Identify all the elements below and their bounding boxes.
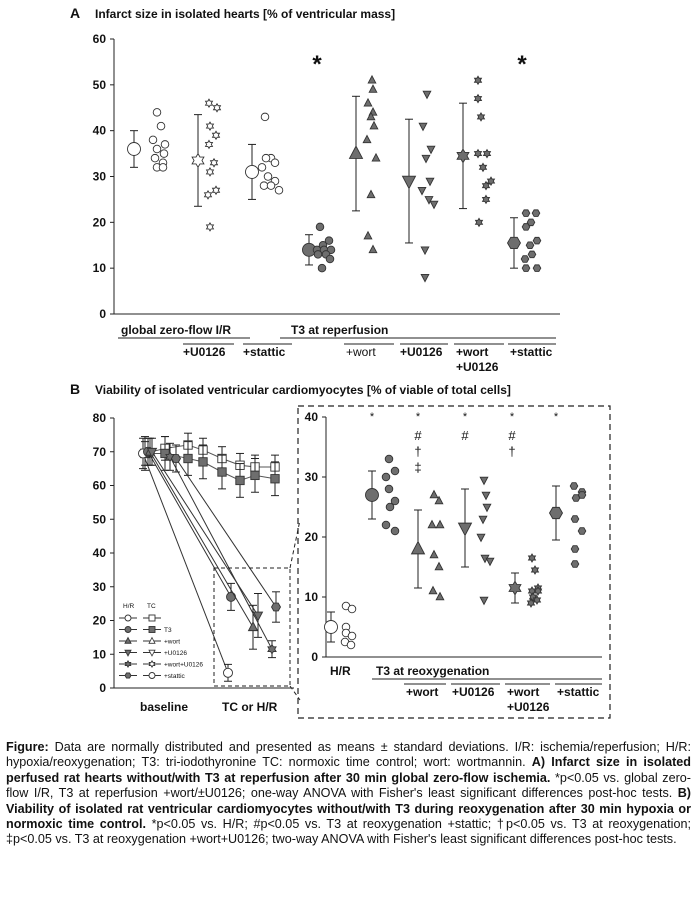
data-point bbox=[159, 164, 167, 172]
caption-a-title: A) Infarct size in isolated perfused rat hearts without/with T3 at reperfusion after 30 min global zero-flow ischemia. bbox=[6, 755, 691, 785]
data-point bbox=[368, 76, 376, 83]
legend-marker bbox=[125, 673, 131, 678]
data-point bbox=[522, 210, 530, 217]
data-point bbox=[570, 483, 578, 490]
caption-b-stats: *p<0.05 vs. H/R; #p<0.05 vs. T3 at reoxygenation +stattic; †p<0.05 vs. T3 at reoxygenation; ‡p<0.05 vs. T3 at reoxygenation +wort+U0126; two-way ANOVA with Fisher's least significant differences post-hoc tests. bbox=[6, 817, 691, 847]
data-point bbox=[160, 150, 168, 158]
legend-marker bbox=[149, 650, 155, 656]
data-point bbox=[430, 551, 438, 558]
inset-group-4 bbox=[459, 477, 494, 604]
y-tick-label: 20 bbox=[304, 530, 318, 544]
data-point bbox=[207, 122, 214, 130]
inset-group-6 bbox=[550, 483, 586, 568]
data-point bbox=[486, 558, 494, 565]
data-point bbox=[157, 122, 165, 130]
data-point bbox=[484, 150, 491, 158]
legend-label: +stattic bbox=[164, 673, 185, 680]
inset-sub-label-stattic: +stattic bbox=[557, 685, 600, 699]
group-1 bbox=[128, 109, 169, 172]
mean-marker bbox=[509, 581, 521, 595]
mean-marker bbox=[350, 146, 363, 158]
data-point bbox=[151, 154, 159, 162]
category-label-global: global zero-flow I/R bbox=[121, 323, 231, 337]
data-point bbox=[529, 587, 536, 595]
legend-entry bbox=[119, 638, 180, 646]
significance-mark: * bbox=[369, 411, 375, 423]
chart-title: Infarct size in isolated hearts [% of ventricular mass] bbox=[95, 7, 396, 21]
group-6 bbox=[403, 91, 438, 282]
data-point bbox=[533, 265, 541, 272]
category-label-wort-u0126: +wort bbox=[456, 345, 489, 359]
inset-group-2 bbox=[366, 455, 399, 535]
x-label-baseline: baseline bbox=[140, 700, 189, 714]
data-point bbox=[213, 186, 220, 194]
significance-mark: # bbox=[461, 428, 469, 443]
data-point bbox=[475, 95, 482, 103]
series-line bbox=[176, 459, 276, 608]
data-point bbox=[526, 242, 534, 249]
legend-marker bbox=[149, 638, 155, 644]
data-point bbox=[532, 566, 539, 574]
group-2 bbox=[192, 99, 220, 231]
significance-mark: ‡ bbox=[414, 460, 422, 475]
data-point bbox=[370, 122, 378, 129]
data-point bbox=[483, 504, 491, 511]
data-point bbox=[364, 99, 372, 106]
data-point bbox=[572, 495, 580, 502]
inset-x-label-hr: H/R bbox=[330, 664, 351, 678]
data-point bbox=[571, 561, 579, 568]
data-point bbox=[271, 159, 279, 167]
data-point bbox=[153, 109, 161, 117]
panel-letter: B bbox=[70, 381, 81, 397]
data-point bbox=[533, 237, 541, 244]
data-point bbox=[421, 247, 429, 254]
data-point bbox=[258, 164, 266, 172]
data-point bbox=[522, 224, 530, 231]
legend-header-tc: TC bbox=[147, 603, 156, 610]
data-point bbox=[477, 534, 485, 541]
category-label-u0126-global: +U0126 bbox=[183, 345, 226, 359]
legend-header-hr: H/R bbox=[123, 603, 135, 610]
significance-mark: * bbox=[462, 411, 468, 423]
data-point bbox=[427, 146, 435, 153]
mean-marker bbox=[366, 489, 379, 502]
y-tick-label: 30 bbox=[92, 169, 106, 184]
data-point bbox=[347, 641, 355, 649]
data-point bbox=[205, 191, 212, 199]
caption-b-title: B) Viability of isolated rat ventricular cardiomyocytes without/with T3 during reoxygenation after 30 min hypoxia or normoxic time control. bbox=[6, 786, 691, 832]
group-5 bbox=[350, 76, 380, 253]
mean-marker bbox=[192, 154, 204, 168]
data-point bbox=[391, 467, 399, 475]
inset-sub-label-wort-u0126: +wort bbox=[507, 685, 540, 699]
legend-marker bbox=[125, 650, 131, 656]
significance-mark: # bbox=[508, 428, 516, 443]
data-point bbox=[318, 264, 326, 272]
y-tick-label: 40 bbox=[92, 546, 106, 560]
data-point bbox=[326, 255, 334, 263]
y-tick-label: 0 bbox=[99, 681, 106, 695]
significance-star: * bbox=[312, 51, 322, 78]
y-tick-label: 10 bbox=[304, 590, 318, 604]
legend-marker bbox=[125, 638, 131, 644]
mean-marker bbox=[412, 542, 425, 554]
data-point bbox=[260, 182, 268, 190]
data-point bbox=[578, 528, 586, 535]
data-point bbox=[480, 597, 488, 604]
mean-marker bbox=[508, 237, 521, 248]
inset-group-1 bbox=[325, 602, 356, 649]
data-point bbox=[385, 455, 393, 463]
legend-entry bbox=[119, 627, 172, 635]
data-point bbox=[172, 455, 181, 463]
legend-marker bbox=[149, 615, 155, 621]
data-point bbox=[480, 477, 488, 484]
data-point bbox=[382, 521, 390, 529]
legend-marker bbox=[125, 627, 131, 633]
data-point bbox=[522, 265, 530, 272]
data-point bbox=[314, 251, 322, 259]
legend bbox=[119, 603, 203, 680]
data-point bbox=[367, 190, 375, 197]
data-point bbox=[275, 186, 283, 194]
category-label-wort-u0126: +U0126 bbox=[456, 360, 499, 374]
data-point bbox=[271, 475, 279, 483]
data-point bbox=[430, 491, 438, 498]
legend-label: +U0126 bbox=[164, 650, 187, 657]
y-tick-label: 0 bbox=[311, 650, 318, 664]
legend-label: +wort bbox=[164, 638, 181, 646]
legend-marker bbox=[149, 627, 155, 633]
category-label-stattic: +stattic bbox=[510, 345, 553, 359]
data-point bbox=[348, 632, 356, 640]
data-point bbox=[391, 527, 399, 535]
inset-group-5 bbox=[509, 554, 541, 607]
data-point bbox=[476, 218, 483, 226]
data-point bbox=[521, 256, 529, 263]
data-point bbox=[264, 173, 272, 181]
y-tick-label: 80 bbox=[92, 411, 106, 425]
data-point bbox=[227, 592, 236, 601]
data-point bbox=[571, 516, 579, 523]
data-point bbox=[224, 668, 233, 677]
mean-marker bbox=[550, 507, 563, 518]
panel-a bbox=[70, 5, 560, 374]
data-point bbox=[529, 554, 536, 562]
y-tick-label: 50 bbox=[92, 512, 106, 527]
mean-marker bbox=[128, 143, 141, 156]
legend-entry bbox=[119, 673, 186, 681]
inset-sub-label-u0126: +U0126 bbox=[452, 685, 495, 699]
y-tick-label: 50 bbox=[92, 77, 106, 92]
data-point bbox=[363, 135, 371, 142]
y-tick-label: 40 bbox=[304, 410, 318, 424]
data-point bbox=[267, 182, 275, 190]
data-point bbox=[199, 458, 207, 466]
data-point bbox=[429, 587, 437, 594]
y-tick-label: 0 bbox=[99, 307, 106, 321]
mean-marker bbox=[403, 176, 416, 188]
data-point bbox=[372, 154, 380, 161]
data-point bbox=[153, 145, 161, 153]
data-point bbox=[206, 99, 213, 107]
data-point bbox=[419, 123, 427, 130]
data-point bbox=[435, 563, 443, 570]
chart-title: Viability of isolated ventricular cardiomyocytes [% of viable of total cells] bbox=[95, 383, 511, 397]
legend-marker bbox=[149, 673, 155, 679]
legend-marker bbox=[125, 661, 130, 667]
data-point bbox=[385, 485, 393, 493]
group-8 bbox=[508, 210, 541, 272]
group-4 bbox=[303, 223, 335, 272]
data-point bbox=[482, 492, 490, 499]
data-point bbox=[261, 113, 269, 121]
data-point bbox=[149, 136, 157, 144]
significance-mark: # bbox=[414, 428, 422, 443]
significance-mark: † bbox=[414, 444, 422, 459]
data-point bbox=[426, 178, 434, 185]
x-label-tc-hr: TC or H/R bbox=[222, 700, 278, 714]
y-tick-label: 20 bbox=[92, 215, 106, 230]
inset-group-label: T3 at reoxygenation bbox=[376, 664, 490, 678]
legend-entry bbox=[119, 650, 187, 657]
data-point bbox=[364, 232, 372, 239]
data-point bbox=[207, 168, 214, 176]
series-line bbox=[170, 457, 272, 649]
legend-entry bbox=[119, 615, 161, 621]
caption-a-stats: *p<0.05 vs. global zero-flow I/R, T3 at reperfusion +wort/±U0126; one-way ANOVA with Fisher's least significant differences post-hoc tests. bbox=[6, 770, 691, 801]
category-label-u0126: +U0126 bbox=[400, 345, 443, 359]
data-point bbox=[249, 622, 258, 631]
data-point bbox=[211, 159, 218, 167]
data-point bbox=[316, 223, 324, 231]
significance-star: * bbox=[517, 51, 527, 78]
data-point bbox=[268, 644, 276, 653]
legend-marker bbox=[125, 615, 131, 621]
data-point bbox=[251, 471, 259, 479]
y-tick-label: 10 bbox=[92, 261, 106, 276]
data-point bbox=[214, 104, 221, 112]
significance-mark: † bbox=[508, 444, 516, 459]
data-point bbox=[428, 521, 436, 528]
significance-mark: * bbox=[415, 411, 421, 423]
y-tick-label: 30 bbox=[92, 579, 106, 594]
data-point bbox=[262, 154, 270, 162]
inset-sub-label-wort-u0126: +U0126 bbox=[507, 700, 550, 714]
significance-mark: * bbox=[509, 411, 515, 423]
data-point bbox=[475, 76, 482, 84]
y-tick-label: 20 bbox=[92, 613, 106, 628]
group-3 bbox=[246, 113, 283, 199]
data-point bbox=[236, 476, 244, 484]
caption-general: Data are normally distributed and presented as means ± standard deviations. I/R: ischemia/reperfusion; H/R: hypoxia/reoxygenation; T3: tri-iodothyronine TC: normoxic time control; wort: wortmannin. bbox=[6, 740, 691, 770]
data-point bbox=[532, 210, 540, 217]
y-tick-label: 40 bbox=[92, 123, 106, 138]
data-point bbox=[382, 473, 390, 481]
mean-marker bbox=[246, 165, 259, 178]
data-point bbox=[436, 593, 444, 600]
data-point bbox=[272, 603, 281, 611]
data-point bbox=[161, 141, 169, 149]
data-point bbox=[528, 251, 536, 258]
y-tick-label: 30 bbox=[304, 470, 318, 484]
data-point bbox=[369, 85, 377, 92]
significance-mark: * bbox=[553, 411, 559, 423]
data-point bbox=[207, 223, 214, 231]
y-tick-label: 10 bbox=[92, 647, 106, 662]
caption-lead: Figure: bbox=[6, 740, 49, 754]
mean-marker bbox=[325, 621, 338, 634]
inset-group-3 bbox=[412, 491, 444, 600]
data-point bbox=[418, 187, 426, 194]
data-point bbox=[430, 201, 438, 208]
legend-label: +wort+U0126 bbox=[164, 661, 204, 669]
legend-entry bbox=[119, 661, 203, 669]
y-tick-label: 60 bbox=[92, 478, 106, 493]
data-point bbox=[478, 113, 485, 121]
figure-caption bbox=[6, 740, 691, 848]
category-label-stattic-global: +stattic bbox=[243, 345, 286, 359]
data-point bbox=[218, 468, 226, 476]
data-point bbox=[421, 274, 429, 281]
mean-marker bbox=[459, 523, 472, 535]
panel-b-inset bbox=[298, 406, 610, 718]
data-point bbox=[436, 521, 444, 528]
legend-marker bbox=[149, 661, 154, 667]
data-point bbox=[213, 131, 220, 139]
category-label-t3: T3 at reperfusion bbox=[291, 323, 389, 337]
group-7 bbox=[457, 76, 494, 226]
inset-sub-label-wort: +wort bbox=[406, 685, 439, 699]
y-tick-label: 60 bbox=[92, 32, 106, 46]
legend-label: T3 bbox=[164, 627, 172, 634]
mean-marker bbox=[457, 149, 469, 163]
data-point bbox=[369, 245, 377, 252]
data-point bbox=[184, 454, 192, 462]
data-point bbox=[348, 605, 356, 613]
data-point bbox=[206, 140, 213, 148]
panel-letter: A bbox=[70, 5, 81, 21]
data-point bbox=[386, 503, 394, 511]
data-point bbox=[483, 195, 490, 203]
data-point bbox=[479, 516, 487, 523]
data-point bbox=[423, 91, 431, 98]
data-point bbox=[475, 150, 482, 158]
y-tick-label: 70 bbox=[92, 444, 106, 459]
data-point bbox=[571, 546, 579, 553]
data-point bbox=[480, 163, 487, 171]
data-point bbox=[422, 155, 430, 162]
category-label-wort: +wort bbox=[346, 345, 376, 359]
